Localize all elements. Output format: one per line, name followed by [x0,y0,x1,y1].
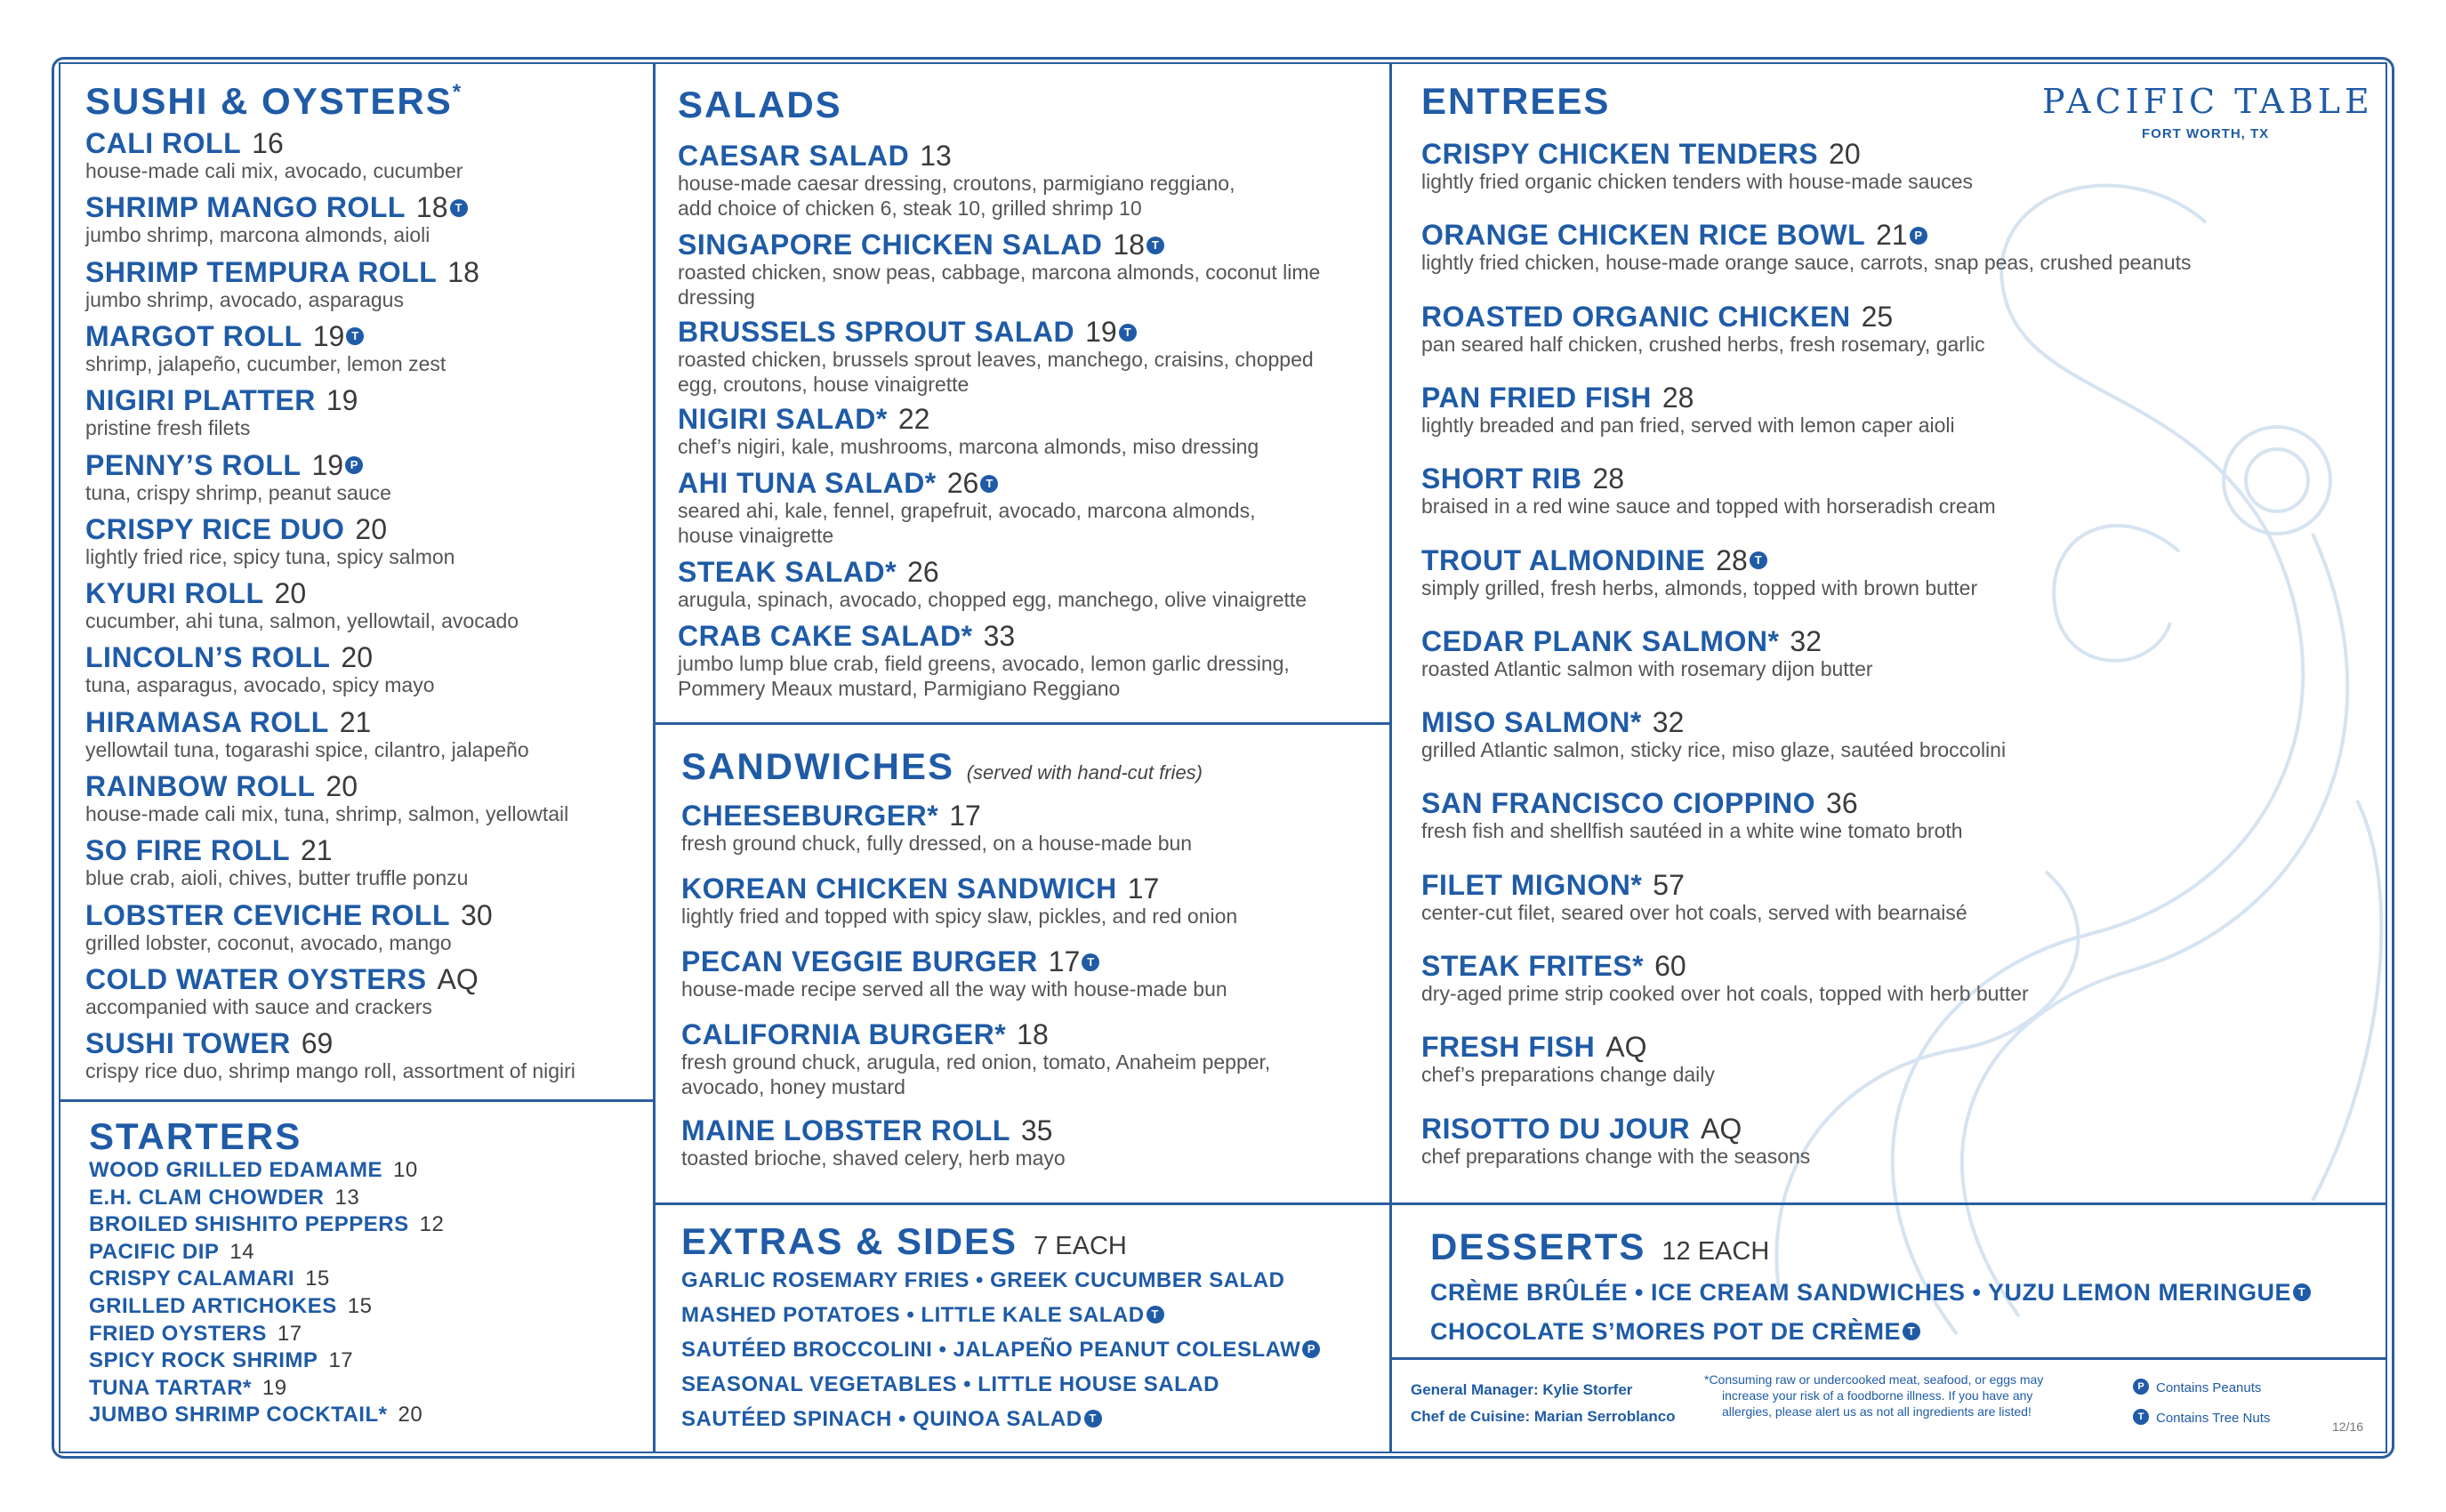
menu-item-name: FILET MIGNON* [1421,868,1643,901]
menu-item-description: grilled lobster, coconut, avocado, mango [85,930,452,954]
menu-item-line [85,514,455,544]
menu-item-description: grilled Atlantic salmon, sticky rice, miso glaze, sautéed broccolini [1421,738,2007,762]
starter-name: GRILLED ARTICHOKES [89,1294,337,1318]
menu-item-line [85,771,568,801]
starter-item [89,1376,287,1401]
menu-item-price: 33 [983,620,1016,652]
starter-name: CRISPY CALAMARI [89,1267,295,1291]
menu-item-price: 36 [1826,787,1858,820]
menu-item-description: house-made recipe served all the way with house-made bun [681,977,1227,1001]
menu-item-line [85,128,463,158]
menu-item-name: NIGIRI PLATTER [85,384,316,417]
menu-item [678,141,1235,221]
peanut-icon: P [2133,1379,2149,1395]
menu-item-name: SUSHI TOWER [85,1027,291,1060]
menu-item-price: 60 [1654,950,1686,982]
menu-item-line [1421,1114,1810,1144]
menu-item-line [1421,463,1996,494]
menu-item-line [1421,951,2029,981]
menu-item [1421,139,1973,194]
menu-item [681,946,1227,1001]
menu-item-name: SHRIMP MANGO ROLL [85,191,406,224]
menu-item-name: CALI ROLL [85,127,242,159]
side-text: SAUTÉED BROCCOLINI • JALAPEÑO PEANUT COLESLAW [681,1338,1301,1362]
menu-item [1421,707,2006,762]
menu-item-description: lightly fried and topped with spicy slaw, pickles, and red onion [681,905,1238,928]
menu-item-line [678,621,1290,651]
starter-price: 17 [277,1321,302,1346]
starter-name: E.H. CLAM CHOWDER [89,1185,325,1210]
menu-item-description: dressing [678,286,755,309]
section-title-desserts: DESSERTS 12 EACH [1430,1226,1770,1267]
starter-price: 15 [305,1267,330,1291]
menu-item-price: 35 [1020,1114,1053,1146]
menu-item-description: house-made cali mix, avocado, cucumber [85,159,463,182]
menu-item [85,514,455,569]
menu-item [85,192,468,247]
menu-item [85,642,435,697]
menu-item-line [678,229,1320,260]
menu-item-line [85,257,479,287]
dessert-line-2: CHOCOLATE S’MORES POT DE CRÈME T [1430,1318,1920,1346]
tree-nut-icon: T [346,327,364,345]
side-text: SAUTÉED SPINACH • QUINOA SALAD [681,1407,1082,1431]
menu-item-price: 18 [1017,1018,1049,1050]
tree-nut-icon: T [1147,237,1164,254]
menu-item-name: PECAN VEGGIE BURGER [681,945,1038,977]
menu-item-name: CEDAR PLANK SALMON* [1421,624,1780,657]
starter-name: WOOD GRILLED EDAMAME [89,1158,382,1182]
tree-nut-icon: T [2293,1283,2311,1301]
menu-item [85,900,493,955]
menu-item-line [1421,302,1985,332]
menu-item-price: 17 [1048,945,1081,977]
menu-item-line [1421,788,1963,818]
menu-item-name: SINGAPORE CHICKEN SALAD [678,229,1103,261]
menu-item-description: roasted Atlantic salmon with rosemary dijon butter [1421,656,1873,680]
menu-item [678,229,1320,310]
divider-entrees-desserts [1391,1202,2387,1205]
menu-item-description: chef’s preparations change daily [1421,1063,1715,1087]
menu-item-name: RISOTTO DU JOUR [1421,1112,1691,1145]
menu-item-description: jumbo shrimp, marcona almonds, aioli [85,223,430,247]
starter-price: 14 [229,1239,255,1264]
tree-nut-icon: T [1084,1410,1102,1428]
starter-item [89,1348,353,1373]
side-line [681,1268,1284,1293]
menu-item [85,321,446,376]
menu-item-description: crispy rice duo, shrimp mango roll, assortment of nigiri [85,1059,575,1083]
food-safety-disclaimer: *Consuming raw or undercooked meat, seafood, or eggs may increase your risk of a foodborne illness. If you have any allergies, please alert us as not all ingredients are listed! [1704,1372,2044,1419]
menu-item-name: MISO SALMON* [1421,706,1642,739]
menu-item-description: fresh ground chuck, arugula, red onion, tomato, Anaheim pepper, [681,1050,1271,1074]
menu-item-price: 28 [1592,462,1625,495]
column-divider-left [653,62,656,1453]
menu-item [1421,545,1977,600]
starter-price: 19 [261,1375,287,1400]
side-line [681,1372,1219,1397]
menu-item-price: 20 [1829,138,1861,170]
menu-item-name: STEAK FRITES* [1421,950,1645,982]
starter-item [89,1267,330,1291]
menu-item-description: lightly fried chicken, house-made orange sauce, carrots, snap peas, crushed peanuts [1421,251,2192,275]
starter-item [89,1322,302,1347]
menu-item-description: cucumber, ahi tuna, salmon, yellowtail, avocado [85,609,519,633]
menu-item-price: 20 [355,512,387,545]
menu-item [85,450,391,505]
menu-item-price: 32 [1652,706,1685,739]
menu-item-line [681,800,1192,831]
menu-item-line [681,946,1227,977]
starter-name: FRIED OYSTERS [89,1321,267,1346]
menu-item-name: CALIFORNIA BURGER* [681,1018,1007,1050]
menu-item-price: 21 [1876,219,1908,252]
menu-item [1421,788,1963,843]
menu-item [1421,382,1955,438]
starter-item [89,1294,372,1319]
divider-sandwiches-sides [655,1202,1391,1205]
menu-item [1421,302,1985,357]
menu-item [678,621,1290,701]
menu-item-description: avocado, honey mustard [681,1075,905,1098]
menu-item [85,385,358,440]
sides-price: 7 EACH [1034,1232,1127,1260]
menu-item-line [85,642,435,672]
menu-item [85,707,529,762]
menu-item-line [85,578,519,608]
menu-item-name: CRISPY CHICKEN TENDERS [1421,138,1819,170]
menu-item-description: house-made caesar dressing, croutons, parmigiano reggiano, [678,172,1235,195]
menu-item-price: 28 [1716,543,1748,576]
menu-item-price: 22 [897,403,930,435]
menu-item-name: CRISPY RICE DUO [85,512,345,545]
legend-tree-nuts: T Contains Tree Nuts [2131,1411,2270,1427]
menu-item [1421,951,2029,1006]
tree-nut-icon: T [1147,1306,1164,1323]
menu-item [678,468,1256,548]
menu-item-description: house vinaigrette [678,524,834,547]
menu-item-price: 57 [1653,868,1685,901]
starter-price: 13 [334,1185,360,1210]
restaurant-name: PACIFIC TABLE [2042,82,2374,121]
menu-item-name: STEAK SALAD* [678,556,897,588]
peanut-icon: P [1302,1340,1320,1358]
starter-item [89,1186,359,1210]
menu-item-line [85,192,468,222]
side-text: GARLIC ROSEMARY FRIES • GREEK CUCUMBER SALAD [681,1268,1285,1292]
divider-salads-sandwiches [655,722,1391,725]
starter-name: SPICY ROCK SHRIMP [89,1348,318,1373]
legend-peanuts: P Contains Peanuts [2131,1380,2261,1396]
menu-item-price: 21 [301,834,333,867]
menu-item-line [85,900,493,930]
menu-item [681,873,1237,929]
menu-item-line [1421,139,1973,169]
menu-item-line [681,873,1237,904]
chef-de-cuisine: Chef de Cuisine: Marian Serroblanco [1411,1408,1676,1425]
tree-nut-icon: T [980,475,998,493]
menu-item-name: BRUSSELS SPROUT SALAD [678,316,1075,348]
menu-item-description: lightly breaded and pan fried, served with lemon caper aioli [1421,413,1955,437]
menu-item-name: MARGOT ROLL [85,319,302,352]
menu-item-line [681,1019,1270,1050]
menu-item-price: 20 [341,641,374,674]
menu-item-line [1421,545,1977,575]
menu-item-line [1421,626,1873,656]
menu-item-description: chef’s nigiri, kale, mushrooms, marcona almonds, miso dressing [678,435,1259,458]
tree-nut-icon: T [1750,551,1767,569]
starter-name: BROILED SHISHITO PEPPERS [89,1212,409,1237]
menu-item-line [85,964,479,994]
section-title-sandwiches: SANDWICHES (served with hand-cut fries) [681,745,1203,787]
menu-item [678,404,1259,459]
menu-item-name: CAESAR SALAD [678,140,910,172]
menu-item-description: blue crab, aioli, chives, butter truffle ponzu [85,866,469,890]
menu-item-price: 13 [920,140,952,172]
menu-item-price: 26 [946,467,979,499]
menu-item-price: 19 [312,319,345,352]
menu-item-price: 19 [1085,316,1117,348]
menu-item [678,317,1314,397]
menu-item [1421,220,2192,275]
menu-item-description: add choice of chicken 6, steak 10, grilled shrimp 10 [678,197,1142,220]
menu-item-description: lightly fried rice, spicy tuna, spicy salmon [85,544,455,568]
menu-item-name: FRESH FISH [1421,1031,1596,1064]
menu-item-description: roasted chicken, brussels sprout leaves, manchego, craisins, chopped [678,348,1314,371]
menu-item-line [678,557,1307,587]
restaurant-location: FORT WORTH, TX [2142,126,2270,141]
menu-item-price: 20 [326,770,358,802]
menu-item-description: tuna, asparagus, avocado, spicy mayo [85,673,435,697]
menu-item-description: lightly fried organic chicken tenders with house-made sauces [1421,170,1974,193]
starter-item [89,1158,418,1183]
menu-item-description: Pommery Meaux mustard, Parmigiano Reggiano [678,677,1121,700]
starter-item [89,1240,254,1265]
menu-item [1421,1032,1715,1087]
menu-item-description: fresh ground chuck, fully dressed, on a house-made bun [681,832,1193,855]
menu-item-price: 19 [311,448,344,481]
menu-item-name: PAN FRIED FISH [1421,381,1652,414]
menu-item [1421,1114,1810,1169]
menu-item-name: PENNY’S ROLL [85,448,302,481]
menu-item-line [678,317,1314,347]
starter-price: 15 [347,1294,373,1318]
menu-item-name: KOREAN CHICKEN SANDWICH [681,873,1117,905]
sandwiches-note: (served with hand-cut fries) [966,761,1203,784]
menu-item-name: LINCOLN’S ROLL [85,641,331,674]
menu-item-description: egg, croutons, house vinaigrette [678,373,970,396]
menu-item-name: MAINE LOBSTER ROLL [681,1114,1010,1146]
menu-item-name: SAN FRANCISCO CIOPPINO [1421,787,1816,820]
menu-item-name: KYURI ROLL [85,577,264,610]
menu-item-price: 26 [907,556,939,588]
menu-item-name: HIRAMASA ROLL [85,705,329,738]
side-text: MASHED POTATOES • LITTLE KALE SALAD [681,1303,1145,1327]
side-line [681,1303,1164,1328]
side-line [681,1338,1320,1363]
menu-item-description: dry-aged prime strip cooked over hot coals, topped with herb butter [1421,982,2029,1005]
section-title-salads: SALADS [678,84,842,125]
menu-item [85,128,463,183]
menu-item [85,257,479,312]
menu-item-name: ROASTED ORGANIC CHICKEN [1421,300,1851,333]
starter-name: JUMBO SHRIMP COCKTAIL* [89,1403,388,1428]
menu-item [681,1115,1066,1170]
divider-sushi-starters [59,1099,655,1102]
menu-item-description: braised in a red wine sauce and topped with horseradish cream [1421,495,1996,519]
menu-item-price: AQ [437,962,479,995]
menu-item-price: AQ [1701,1112,1742,1145]
tree-nut-icon: T [450,199,468,217]
menu-item-description: fresh fish and shellfish sautéed in a white wine tomato broth [1421,819,1963,843]
starter-price: 17 [328,1348,354,1373]
starter-item [89,1212,444,1237]
menu-item-price: 30 [461,898,493,931]
menu-item-description: roasted chicken, snow peas, cabbage, marcona almonds, coconut lime [678,261,1321,284]
starter-price: 12 [419,1212,445,1237]
menu-item-line [85,707,529,737]
starter-name: PACIFIC DIP [89,1239,220,1264]
menu-item-description: yellowtail tuna, togarashi spice, cilantro, jalapeño [85,737,529,761]
menu-item-name: CRAB CAKE SALAD* [678,620,973,652]
dessert-line-1: CRÈME BRÛLÉE • ICE CREAM SANDWICHES • YUZU LEMON MERINGUE T [1430,1279,2311,1307]
menu-item-name: COLD WATER OYSTERS [85,962,427,995]
tree-nut-icon: T [1119,324,1137,342]
starter-price: 20 [398,1403,423,1428]
desserts-price: 12 EACH [1662,1237,1770,1266]
menu-item-line [85,385,358,415]
menu-item-name: RAINBOW ROLL [85,770,316,802]
menu-item-line [1421,707,2006,737]
menu-item-description: jumbo shrimp, avocado, asparagus [85,287,404,311]
starter-price: 10 [392,1158,418,1182]
menu-item-price: 17 [949,800,981,832]
tree-nut-icon: T [1082,953,1099,971]
menu-item-price: 20 [274,577,307,610]
menu-item-line [85,835,468,865]
menu-item-description: arugula, spinach, avocado, chopped egg, manchego, olive vinaigrette [678,588,1307,611]
menu-version: 12/16 [2332,1420,2364,1434]
menu-item-line [678,468,1256,498]
column-divider-right [1389,62,1392,1453]
menu-item [681,800,1192,856]
menu-item-description: chef preparations change with the seasons [1421,1144,1811,1168]
section-title-sides: EXTRAS & SIDES 7 EACH [681,1220,1127,1262]
menu-item-description: shrimp, jalapeño, cucumber, lemon zest [85,351,447,375]
menu-item-price: 18 [1113,229,1145,261]
menu-item [678,557,1307,612]
menu-item-price: 16 [252,127,284,159]
menu-item-line [681,1115,1066,1146]
menu-item-name: CHEESEBURGER* [681,800,939,832]
menu-item-price: 18 [415,191,448,224]
starter-item [89,1403,422,1428]
side-text: SEASONAL VEGETABLES • LITTLE HOUSE SALAD [681,1372,1219,1396]
menu-item-price: 25 [1861,300,1894,333]
menu-item-price: 21 [339,705,372,738]
menu-item-line [678,404,1259,434]
menu-item [1421,870,1967,925]
menu-item-description: simply grilled, fresh herbs, almonds, topped with brown butter [1421,575,1978,599]
menu-item [85,835,468,890]
menu-item [85,578,519,633]
menu-item-price: 17 [1127,873,1160,905]
peanut-icon: P [1910,227,1927,245]
menu-item-line [1421,220,2192,250]
menu-item-name: SHRIMP TEMPURA ROLL [85,255,438,288]
menu-item-line [678,141,1235,171]
section-title-entrees: ENTREES [1421,80,1611,122]
menu-item-line [85,450,391,480]
menu-item-description: center-cut filet, seared over hot coals, served with bearnaisé [1421,900,1967,924]
menu-item [1421,463,1996,519]
menu-item-price: 18 [447,255,479,288]
menu-item-description: accompanied with sauce and crackers [85,994,432,1018]
menu-item-price: 19 [326,384,358,417]
menu-item-price: AQ [1605,1031,1647,1064]
menu-item-line [85,321,446,351]
menu-item [85,771,568,826]
menu-item-description: seared ahi, kale, fennel, grapefruit, avocado, marcona almonds, [678,499,1256,522]
menu-item-name: TROUT ALMONDINE [1421,543,1706,576]
menu-item-description: pan seared half chicken, crushed herbs, fresh rosemary, garlic [1421,332,1985,356]
tree-nut-icon: T [1903,1323,1920,1340]
menu-item [681,1019,1270,1099]
section-title-starters: STARTERS [89,1115,302,1157]
menu-item-description: pristine fresh filets [85,416,251,440]
menu-item-name: ORANGE CHICKEN RICE BOWL [1421,219,1866,252]
menu-item-price: 69 [301,1027,334,1060]
menu-item-name: SHORT RIB [1421,462,1582,495]
tree-nut-icon: T [2133,1409,2149,1425]
menu-item [1421,626,1873,681]
divider-desserts-footer [1391,1357,2387,1360]
menu-item-name: LOBSTER CEVICHE ROLL [85,898,451,931]
menu-item-line [1421,1032,1715,1062]
menu-item-description: jumbo lump blue crab, field greens, avocado, lemon garlic dressing, [678,652,1290,675]
general-manager: General Manager: Kylie Storfer [1411,1381,1633,1398]
menu-item-name: NIGIRI SALAD* [678,403,888,435]
menu-item [85,964,479,1019]
menu-item-description: toasted brioche, shaved celery, herb mayo [681,1146,1066,1170]
menu-item-line [1421,870,1967,900]
starter-name: TUNA TARTAR* [89,1375,252,1400]
menu-item-line [1421,382,1955,413]
menu-item-name: SO FIRE ROLL [85,834,290,867]
menu-item-price: 32 [1790,624,1822,657]
menu-item-price: 28 [1662,381,1694,414]
menu-item-description: house-made cali mix, tuna, shrimp, salmon, yellowtail [85,802,569,825]
menu-item-line [85,1028,575,1058]
menu-item-description: tuna, crispy shrimp, peanut sauce [85,480,391,504]
side-line [681,1407,1102,1432]
menu-item [85,1028,575,1083]
peanut-icon: P [345,456,363,474]
menu-item-name: AHI TUNA SALAD* [678,467,937,499]
section-title-sushi: SUSHI & OYSTERS* [85,80,462,122]
